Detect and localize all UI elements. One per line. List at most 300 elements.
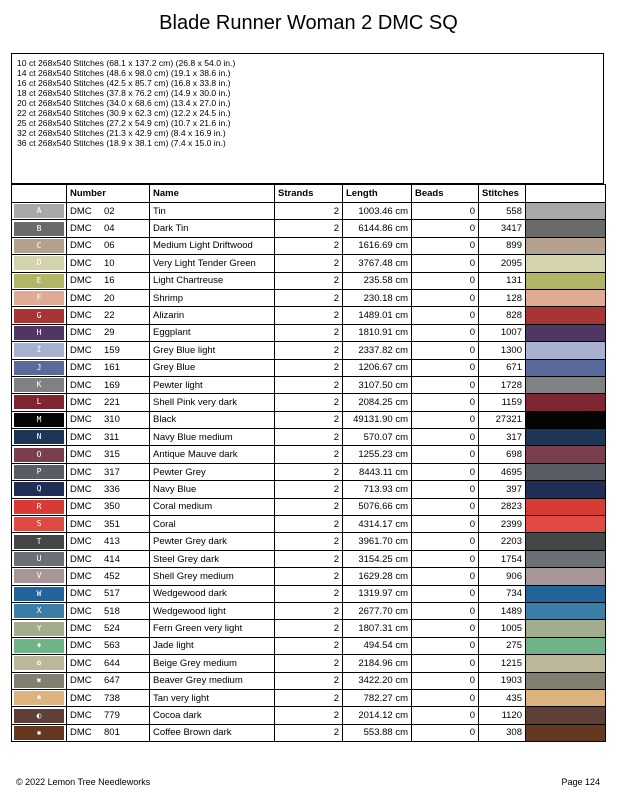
stitches-value: 828 — [479, 307, 526, 324]
number-cell — [67, 568, 150, 585]
beads-value: 0 — [412, 602, 479, 619]
swatch-cell — [526, 602, 606, 619]
color-name: Coral — [150, 516, 275, 533]
symbol-badge: Y — [14, 622, 64, 636]
swatch-cell — [526, 324, 606, 341]
length-value: 1489.01 cm — [343, 307, 412, 324]
page-number: Page 124 — [561, 777, 600, 787]
color-name: Light Chartreuse — [150, 272, 275, 289]
table-row — [12, 724, 606, 741]
beads-value: 0 — [412, 533, 479, 550]
number-cell — [67, 376, 150, 393]
number-cell — [67, 237, 150, 254]
beads-value: 0 — [412, 307, 479, 324]
beads-value: 0 — [412, 655, 479, 672]
symbol-cell — [12, 411, 67, 428]
symbol-cell — [12, 272, 67, 289]
strands-value: 2 — [275, 637, 343, 654]
color-name: Very Light Tender Green — [150, 255, 275, 272]
header-stitches: Stitches — [479, 185, 526, 203]
beads-value: 0 — [412, 272, 479, 289]
strands-value: 2 — [275, 672, 343, 689]
length-value: 570.07 cm — [343, 429, 412, 446]
color-name: Steel Grey dark — [150, 550, 275, 567]
stitches-value: 1007 — [479, 324, 526, 341]
table-row — [12, 568, 606, 585]
beads-value: 0 — [412, 568, 479, 585]
symbol-badge: U — [14, 552, 64, 566]
number-cell — [67, 707, 150, 724]
symbol-cell — [12, 463, 67, 480]
color-code: 311 — [104, 431, 120, 443]
beads-value: 0 — [412, 498, 479, 515]
color-code: 315 — [104, 449, 120, 461]
strands-value: 2 — [275, 463, 343, 480]
color-name: Coffee Brown dark — [150, 724, 275, 741]
length-value: 2677.70 cm — [343, 602, 412, 619]
strands-value: 2 — [275, 220, 343, 237]
beads-value: 0 — [412, 707, 479, 724]
color-name: Shrimp — [150, 289, 275, 306]
number-cell — [67, 203, 150, 220]
color-code: 801 — [104, 727, 120, 739]
number-cell — [67, 255, 150, 272]
length-value: 235.58 cm — [343, 272, 412, 289]
length-value: 1810.91 cm — [343, 324, 412, 341]
header-strands: Strands — [275, 185, 343, 203]
length-value: 4314.17 cm — [343, 516, 412, 533]
stitches-value: 1754 — [479, 550, 526, 567]
number-cell — [67, 307, 150, 324]
number-cell — [67, 602, 150, 619]
symbol-cell — [12, 533, 67, 550]
swatch-cell — [526, 568, 606, 585]
strands-value: 2 — [275, 411, 343, 428]
table-row — [12, 602, 606, 619]
symbol-badge: F — [14, 291, 64, 305]
fabric-size-line: 32 ct 268x540 Stitches (21.3 x 42.9 cm) (8.4 x 16.9 in.) — [17, 128, 226, 138]
symbol-badge: ♦ — [14, 639, 64, 653]
symbol-badge: V — [14, 569, 64, 583]
strands-value: 2 — [275, 237, 343, 254]
length-value: 6144.86 cm — [343, 220, 412, 237]
color-name: Wedgewood dark — [150, 585, 275, 602]
table-row — [12, 481, 606, 498]
length-value: 1255.23 cm — [343, 446, 412, 463]
symbol-badge: D — [14, 256, 64, 270]
table-row — [12, 411, 606, 428]
swatch-cell — [526, 411, 606, 428]
color-name: Medium Light Driftwood — [150, 237, 275, 254]
brand-label: DMC — [70, 414, 92, 426]
number-cell — [67, 585, 150, 602]
symbol-badge: J — [14, 361, 64, 375]
page-title: Blade Runner Woman 2 DMC SQ — [159, 12, 458, 34]
table-row — [12, 516, 606, 533]
color-code: 563 — [104, 640, 120, 652]
fabric-size-line: 22 ct 268x540 Stitches (30.9 x 62.3 cm) (12.2 x 24.5 in.) — [17, 108, 231, 118]
symbol-badge: P — [14, 465, 64, 479]
strands-value: 2 — [275, 516, 343, 533]
number-cell — [67, 342, 150, 359]
brand-label: DMC — [70, 449, 92, 461]
symbol-badge: O — [14, 448, 64, 462]
brand-label: DMC — [70, 205, 92, 217]
stitches-value: 558 — [479, 203, 526, 220]
symbol-cell — [12, 550, 67, 567]
number-cell — [67, 516, 150, 533]
swatch-cell — [526, 620, 606, 637]
table-row — [12, 342, 606, 359]
stitches-value: 1728 — [479, 376, 526, 393]
symbol-cell — [12, 620, 67, 637]
swatch-cell — [526, 289, 606, 306]
color-name: Shell Grey medium — [150, 568, 275, 585]
strands-value: 2 — [275, 620, 343, 637]
stitches-value: 671 — [479, 359, 526, 376]
color-code: 06 — [104, 240, 115, 252]
length-value: 1206.67 cm — [343, 359, 412, 376]
table-row — [12, 376, 606, 393]
swatch-cell — [526, 655, 606, 672]
color-code: 351 — [104, 518, 120, 530]
table-row — [12, 620, 606, 637]
color-code: 161 — [104, 362, 120, 374]
length-value: 2014.12 cm — [343, 707, 412, 724]
table-row — [12, 637, 606, 654]
color-code: 20 — [104, 292, 115, 304]
color-code: 317 — [104, 466, 120, 478]
color-code: 414 — [104, 553, 120, 565]
swatch-cell — [526, 376, 606, 393]
fabric-size-line: 10 ct 268x540 Stitches (68.1 x 137.2 cm) (26.8 x 54.0 in.) — [17, 58, 236, 68]
symbol-cell — [12, 394, 67, 411]
beads-value: 0 — [412, 255, 479, 272]
number-cell — [67, 463, 150, 480]
table-row — [12, 255, 606, 272]
length-value: 1807.31 cm — [343, 620, 412, 637]
stitches-value: 1005 — [479, 620, 526, 637]
symbol-cell — [12, 237, 67, 254]
color-code: 452 — [104, 570, 120, 582]
swatch-cell — [526, 272, 606, 289]
strands-value: 2 — [275, 429, 343, 446]
number-cell — [67, 724, 150, 741]
stitches-value: 275 — [479, 637, 526, 654]
table-row — [12, 689, 606, 706]
color-name: Tin — [150, 203, 275, 220]
brand-label: DMC — [70, 257, 92, 269]
swatch-cell — [526, 463, 606, 480]
length-value: 5076.66 cm — [343, 498, 412, 515]
symbol-badge: T — [14, 535, 64, 549]
stitches-value: 131 — [479, 272, 526, 289]
symbol-cell — [12, 255, 67, 272]
color-code: 738 — [104, 692, 120, 704]
stitches-value: 2823 — [479, 498, 526, 515]
beads-value: 0 — [412, 481, 479, 498]
fabric-size-line: 18 ct 268x540 Stitches (37.8 x 76.2 cm) (14.9 x 30.0 in.) — [17, 88, 231, 98]
brand-label: DMC — [70, 657, 92, 669]
brand-label: DMC — [70, 223, 92, 235]
length-value: 3154.25 cm — [343, 550, 412, 567]
strands-value: 2 — [275, 533, 343, 550]
color-code: 29 — [104, 327, 115, 339]
brand-label: DMC — [70, 623, 92, 635]
symbol-badge: ♠ — [14, 691, 64, 705]
table-row — [12, 220, 606, 237]
stitches-value: 317 — [479, 429, 526, 446]
strands-value: 2 — [275, 394, 343, 411]
table-row — [12, 203, 606, 220]
stitches-value: 1489 — [479, 602, 526, 619]
brand-label: DMC — [70, 431, 92, 443]
beads-value: 0 — [412, 689, 479, 706]
strands-value: 2 — [275, 568, 343, 585]
strands-value: 2 — [275, 203, 343, 220]
symbol-cell — [12, 707, 67, 724]
length-value: 1319.97 cm — [343, 585, 412, 602]
table-row — [12, 446, 606, 463]
stitches-value: 4695 — [479, 463, 526, 480]
table-row — [12, 498, 606, 515]
length-value: 2337.82 cm — [343, 342, 412, 359]
strands-value: 2 — [275, 446, 343, 463]
beads-value: 0 — [412, 220, 479, 237]
beads-value: 0 — [412, 237, 479, 254]
beads-value: 0 — [412, 324, 479, 341]
header-number: Number — [67, 185, 150, 203]
brand-label: DMC — [70, 362, 92, 374]
header-beads: Beads — [412, 185, 479, 203]
symbol-badge: R — [14, 500, 64, 514]
beads-value: 0 — [412, 203, 479, 220]
length-value: 3107.50 cm — [343, 376, 412, 393]
table-row — [12, 324, 606, 341]
stitches-value: 1120 — [479, 707, 526, 724]
table-row — [12, 359, 606, 376]
stitches-value: 899 — [479, 237, 526, 254]
table-row — [12, 672, 606, 689]
color-name: Black — [150, 411, 275, 428]
beads-value: 0 — [412, 342, 479, 359]
brand-label: DMC — [70, 240, 92, 252]
color-code: 04 — [104, 223, 115, 235]
beads-value: 0 — [412, 724, 479, 741]
brand-label: DMC — [70, 605, 92, 617]
strands-value: 2 — [275, 707, 343, 724]
brand-label: DMC — [70, 379, 92, 391]
color-code: 169 — [104, 379, 120, 391]
strands-value: 2 — [275, 289, 343, 306]
brand-label: DMC — [70, 344, 92, 356]
swatch-cell — [526, 707, 606, 724]
beads-value: 0 — [412, 585, 479, 602]
table-row — [12, 585, 606, 602]
symbol-badge: L — [14, 395, 64, 409]
swatch-cell — [526, 307, 606, 324]
symbol-badge: W — [14, 587, 64, 601]
color-code: 02 — [104, 205, 115, 217]
stitches-value: 1215 — [479, 655, 526, 672]
number-cell — [67, 411, 150, 428]
symbol-badge: X — [14, 604, 64, 618]
swatch-cell — [526, 429, 606, 446]
color-code: 10 — [104, 257, 115, 269]
length-value: 2084.25 cm — [343, 394, 412, 411]
symbol-badge: Q — [14, 482, 64, 496]
fabric-size-line: 16 ct 268x540 Stitches (42.5 x 85.7 cm) (16.8 x 33.8 in.) — [17, 78, 231, 88]
color-code: 524 — [104, 623, 120, 635]
table-row — [12, 237, 606, 254]
color-code: 518 — [104, 605, 120, 617]
number-cell — [67, 689, 150, 706]
symbol-cell — [12, 481, 67, 498]
brand-label: DMC — [70, 396, 92, 408]
strands-value: 2 — [275, 655, 343, 672]
swatch-cell — [526, 237, 606, 254]
swatch-cell — [526, 342, 606, 359]
number-cell — [67, 429, 150, 446]
symbol-cell — [12, 307, 67, 324]
header-length: Length — [343, 185, 412, 203]
strands-value: 2 — [275, 376, 343, 393]
stitches-value: 2203 — [479, 533, 526, 550]
color-code: 16 — [104, 275, 115, 287]
symbol-cell — [12, 655, 67, 672]
color-name: Wedgewood light — [150, 602, 275, 619]
fabric-size-line: 14 ct 268x540 Stitches (48.6 x 98.0 cm) (19.1 x 38.6 in.) — [17, 68, 231, 78]
symbol-cell — [12, 498, 67, 515]
number-cell — [67, 220, 150, 237]
color-name: Jade light — [150, 637, 275, 654]
strands-value: 2 — [275, 602, 343, 619]
symbol-cell — [12, 672, 67, 689]
symbol-cell — [12, 724, 67, 741]
brand-label: DMC — [70, 692, 92, 704]
color-name: Navy Blue medium — [150, 429, 275, 446]
header-swatch — [526, 185, 606, 203]
color-name: Pewter Grey — [150, 463, 275, 480]
symbol-cell — [12, 324, 67, 341]
stitches-value: 698 — [479, 446, 526, 463]
beads-value: 0 — [412, 376, 479, 393]
table-row — [12, 550, 606, 567]
table-row — [12, 655, 606, 672]
length-value: 553.88 cm — [343, 724, 412, 741]
symbol-cell — [12, 342, 67, 359]
length-value: 1003.46 cm — [343, 203, 412, 220]
swatch-cell — [526, 724, 606, 741]
color-name: Coral medium — [150, 498, 275, 515]
brand-label: DMC — [70, 727, 92, 739]
color-name: Alizarin — [150, 307, 275, 324]
beads-value: 0 — [412, 637, 479, 654]
brand-label: DMC — [70, 310, 92, 322]
swatch-cell — [526, 498, 606, 515]
symbol-cell — [12, 289, 67, 306]
color-code: 159 — [104, 344, 120, 356]
brand-label: DMC — [70, 292, 92, 304]
strands-value: 2 — [275, 324, 343, 341]
number-cell — [67, 550, 150, 567]
strands-value: 2 — [275, 481, 343, 498]
brand-label: DMC — [70, 327, 92, 339]
strands-value: 2 — [275, 585, 343, 602]
length-value: 1629.28 cm — [343, 568, 412, 585]
symbol-badge: ✖ — [14, 674, 64, 688]
number-cell — [67, 620, 150, 637]
number-cell — [67, 359, 150, 376]
brand-label: DMC — [70, 588, 92, 600]
fabric-size-box — [11, 53, 604, 184]
length-value: 2184.96 cm — [343, 655, 412, 672]
stitches-value: 128 — [479, 289, 526, 306]
table-row — [12, 394, 606, 411]
swatch-cell — [526, 550, 606, 567]
symbol-badge: C — [14, 239, 64, 253]
symbol-badge: M — [14, 413, 64, 427]
swatch-cell — [526, 446, 606, 463]
beads-value: 0 — [412, 394, 479, 411]
color-code: 644 — [104, 657, 120, 669]
stitches-value: 1903 — [479, 672, 526, 689]
brand-label: DMC — [70, 710, 92, 722]
table-row — [12, 307, 606, 324]
brand-label: DMC — [70, 275, 92, 287]
number-cell — [67, 533, 150, 550]
brand-label: DMC — [70, 466, 92, 478]
symbol-cell — [12, 203, 67, 220]
header-symbol — [12, 185, 67, 203]
fabric-size-line: 20 ct 268x540 Stitches (34.0 x 68.6 cm) (13.4 x 27.0 in.) — [17, 98, 231, 108]
symbol-cell — [12, 220, 67, 237]
strands-value: 2 — [275, 689, 343, 706]
color-code: 336 — [104, 483, 120, 495]
stitches-value: 435 — [479, 689, 526, 706]
swatch-cell — [526, 585, 606, 602]
symbol-cell — [12, 637, 67, 654]
beads-value: 0 — [412, 289, 479, 306]
symbol-cell — [12, 446, 67, 463]
beads-value: 0 — [412, 359, 479, 376]
beads-value: 0 — [412, 516, 479, 533]
symbol-cell — [12, 689, 67, 706]
symbol-badge: ▪ — [14, 726, 64, 740]
color-name: Dark Tin — [150, 220, 275, 237]
swatch-cell — [526, 220, 606, 237]
swatch-cell — [526, 255, 606, 272]
color-name: Pewter Grey dark — [150, 533, 275, 550]
brand-label: DMC — [70, 570, 92, 582]
color-name: Fern Green very light — [150, 620, 275, 637]
stitches-value: 1159 — [479, 394, 526, 411]
table-row — [12, 429, 606, 446]
color-name: Shell Pink very dark — [150, 394, 275, 411]
length-value: 494.54 cm — [343, 637, 412, 654]
strands-value: 2 — [275, 359, 343, 376]
beads-value: 0 — [412, 429, 479, 446]
symbol-cell — [12, 602, 67, 619]
color-name: Beige Grey medium — [150, 655, 275, 672]
strands-value: 2 — [275, 550, 343, 567]
table-header-row — [12, 185, 606, 203]
color-code: 517 — [104, 588, 120, 600]
stitches-value: 308 — [479, 724, 526, 741]
symbol-badge: ✿ — [14, 656, 64, 670]
stitches-value: 3417 — [479, 220, 526, 237]
symbol-badge: I — [14, 343, 64, 357]
